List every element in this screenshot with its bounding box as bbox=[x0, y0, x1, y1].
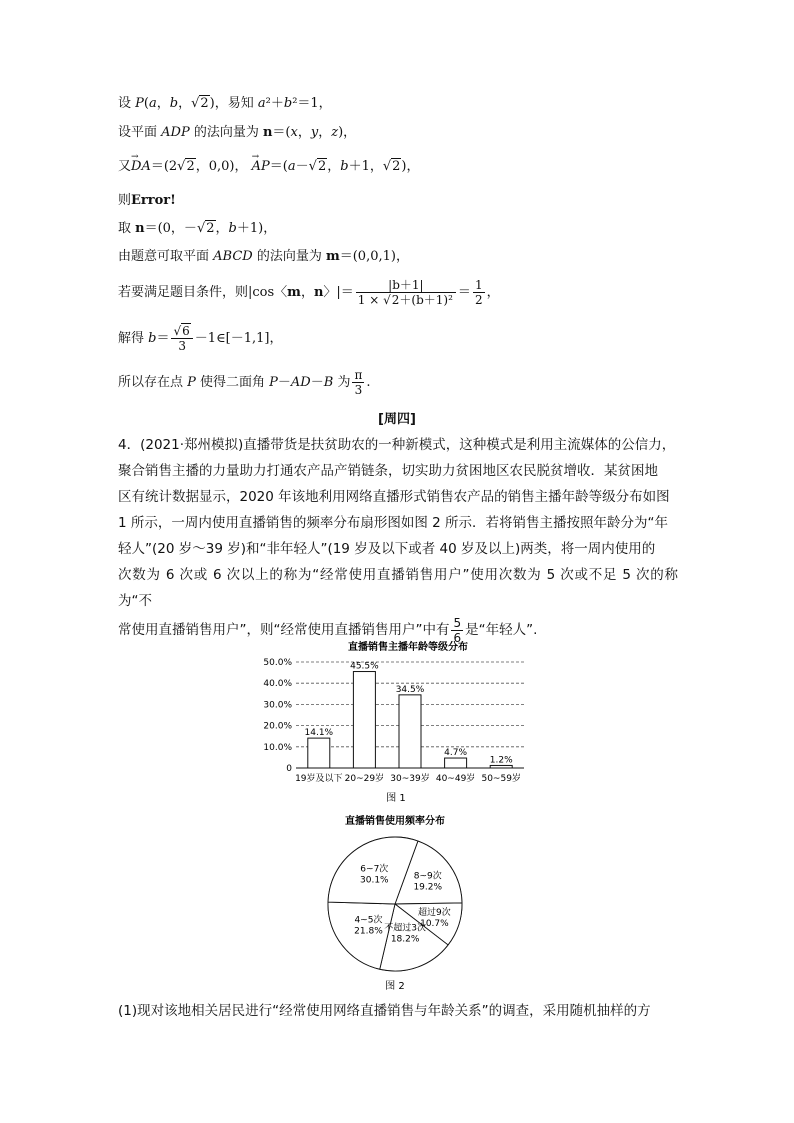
bar bbox=[490, 765, 512, 768]
y-tick-label: 20.0% bbox=[263, 721, 292, 732]
x-tick-label: 50~59岁 bbox=[481, 774, 521, 784]
problem-line: 常使用直播销售用户”，则“经常使用直播销售用户”中有 $\frac{5}{6}$ 是“年轻人”. bbox=[118, 615, 538, 645]
pie-slice-label: 不超过3次 bbox=[384, 923, 426, 934]
pie-slice-value: 30.1% bbox=[360, 875, 389, 886]
x-tick-label: 40~49岁 bbox=[435, 774, 476, 784]
solution-line-5: 取 n＝(0，－√2，b＋1)， bbox=[118, 221, 277, 236]
bar-value-label: 34.5% bbox=[395, 684, 425, 695]
problem-line: 聚合销售主播的力量助力打通农产品产销链条，切实助力贫困地区农民脱贫增收．某贫困地 bbox=[118, 463, 658, 479]
pie-slice-label: 超过9次 bbox=[418, 908, 451, 919]
problem-4 bbox=[118, 432, 678, 646]
solution-line-1: 设 P(a，b，√2)，易知 a²＋b²＝1， bbox=[118, 96, 332, 111]
chart-title: 直播销售使用频率分布 bbox=[345, 816, 445, 827]
y-tick-label: 10.0% bbox=[263, 742, 292, 753]
y-tick-label: 0 bbox=[286, 764, 292, 774]
problem-line: 次数为 6 次或 6 次以上的称为“经常使用直播销售用户”使用次数为 5 次或不足 5 次的称为“不 bbox=[118, 567, 678, 609]
problem-line: 4．(2021·郑州模拟)直播带货是扶贫助农的一种新模式，这种模式是利用主流媒体的公信力， bbox=[118, 437, 676, 453]
bar bbox=[445, 758, 467, 768]
solution-line-8: 解得 b＝ $\frac{√6}{3}$ －1∈[－1,1]， bbox=[118, 324, 283, 353]
cos-fraction: $\frac{|b+1|}{\text{1 × √2＋(b＋1)²}}$ bbox=[356, 278, 456, 307]
pie-slice-value: 21.8% bbox=[354, 926, 383, 937]
pie-slice-label: 8~9次 bbox=[413, 871, 442, 882]
solution-line-3: 又→ DA＝(2√2，0,0)， → AP＝(a－√2，b＋1，√2)， bbox=[118, 158, 420, 176]
vector-AP: → AP bbox=[252, 159, 270, 174]
bar bbox=[308, 738, 330, 768]
pi-over-3: $\frac{\pi}{3}$ bbox=[354, 368, 363, 397]
solution-line-4: 则Error! bbox=[118, 193, 176, 208]
problem-line: 轻人”(20 岁～39 岁)和“非年轻人”(19 岁及以下或者 40 岁及以上)两类，将一周内使用的 bbox=[118, 541, 656, 557]
section-header: [周四] bbox=[378, 412, 416, 427]
question-1: (1)现对该地相关居民进行“经常使用网络直播销售与年龄关系”的调查，采用随机抽样的方 bbox=[118, 1003, 651, 1019]
pie-chart-usage-frequency bbox=[300, 812, 500, 992]
bar-value-label: 4.7% bbox=[444, 748, 468, 759]
five-sixths: $\frac{5}{6}$ bbox=[453, 615, 462, 645]
pie-slice-label: 6~7次 bbox=[360, 864, 389, 875]
solution-line-6: 由题意可取平面 ABCD 的法向量为 m＝(0,0,1)， bbox=[118, 249, 409, 264]
problem-line: 1 所示，一周内使用直播销售的频率分布扇形图如图 2 所示．若将销售主播按照年龄分为“年 bbox=[118, 515, 669, 531]
bar bbox=[399, 695, 421, 768]
bar-value-label: 45.5% bbox=[350, 661, 379, 672]
bar-value-label: 14.1% bbox=[304, 728, 334, 739]
problem-line: 区有统计数据显示，2020 年该地利用网络直播形式销售农产品的销售主播年龄等级分布如图 bbox=[118, 489, 670, 505]
y-tick-label: 30.0% bbox=[263, 700, 292, 711]
x-tick-label: 19岁及以下 bbox=[295, 774, 343, 784]
vector-DA: → DA bbox=[131, 159, 151, 174]
bar-chart-age-distribution bbox=[260, 638, 540, 808]
pie-slice-label: 4~5次 bbox=[354, 915, 383, 926]
y-tick-label: 40.0% bbox=[263, 679, 292, 690]
solution-line-2: 设平面 ADP 的法向量为 n＝(x，y，z)， bbox=[118, 125, 357, 140]
pie-slice-value: 10.7% bbox=[420, 919, 449, 930]
bar bbox=[353, 672, 375, 768]
solution-line-9: 所以存在点 P 使得二面角 P－AD－B 为 $\frac{\pi}{3}$ . bbox=[118, 368, 371, 397]
bar-value-label: 1.2% bbox=[489, 755, 513, 766]
figure-2-caption: 图 2 bbox=[385, 981, 405, 992]
chart-title: 直播销售主播年龄等级分布 bbox=[348, 642, 468, 653]
half-fraction: $\frac{1}{2}$ bbox=[474, 278, 483, 307]
root6-over-3: $\frac{√6}{3}$ bbox=[171, 324, 192, 353]
figure-1-caption: 图 1 bbox=[386, 793, 406, 804]
pie-slice-value: 18.2% bbox=[390, 934, 420, 945]
solution-line-7: 若要满足题目条件，则|cos〈m，n〉|＝ $\frac{|b+1|}{\text{1 × √2＋(b＋1)²}}$ ＝ $\frac{1}{2}$ ， bbox=[118, 278, 500, 307]
x-tick-label: 20~29岁 bbox=[344, 774, 385, 784]
x-tick-label: 30~39岁 bbox=[390, 774, 430, 784]
pie-slice-value: 19.2% bbox=[413, 882, 443, 893]
y-tick-label: 50.0% bbox=[263, 658, 292, 668]
